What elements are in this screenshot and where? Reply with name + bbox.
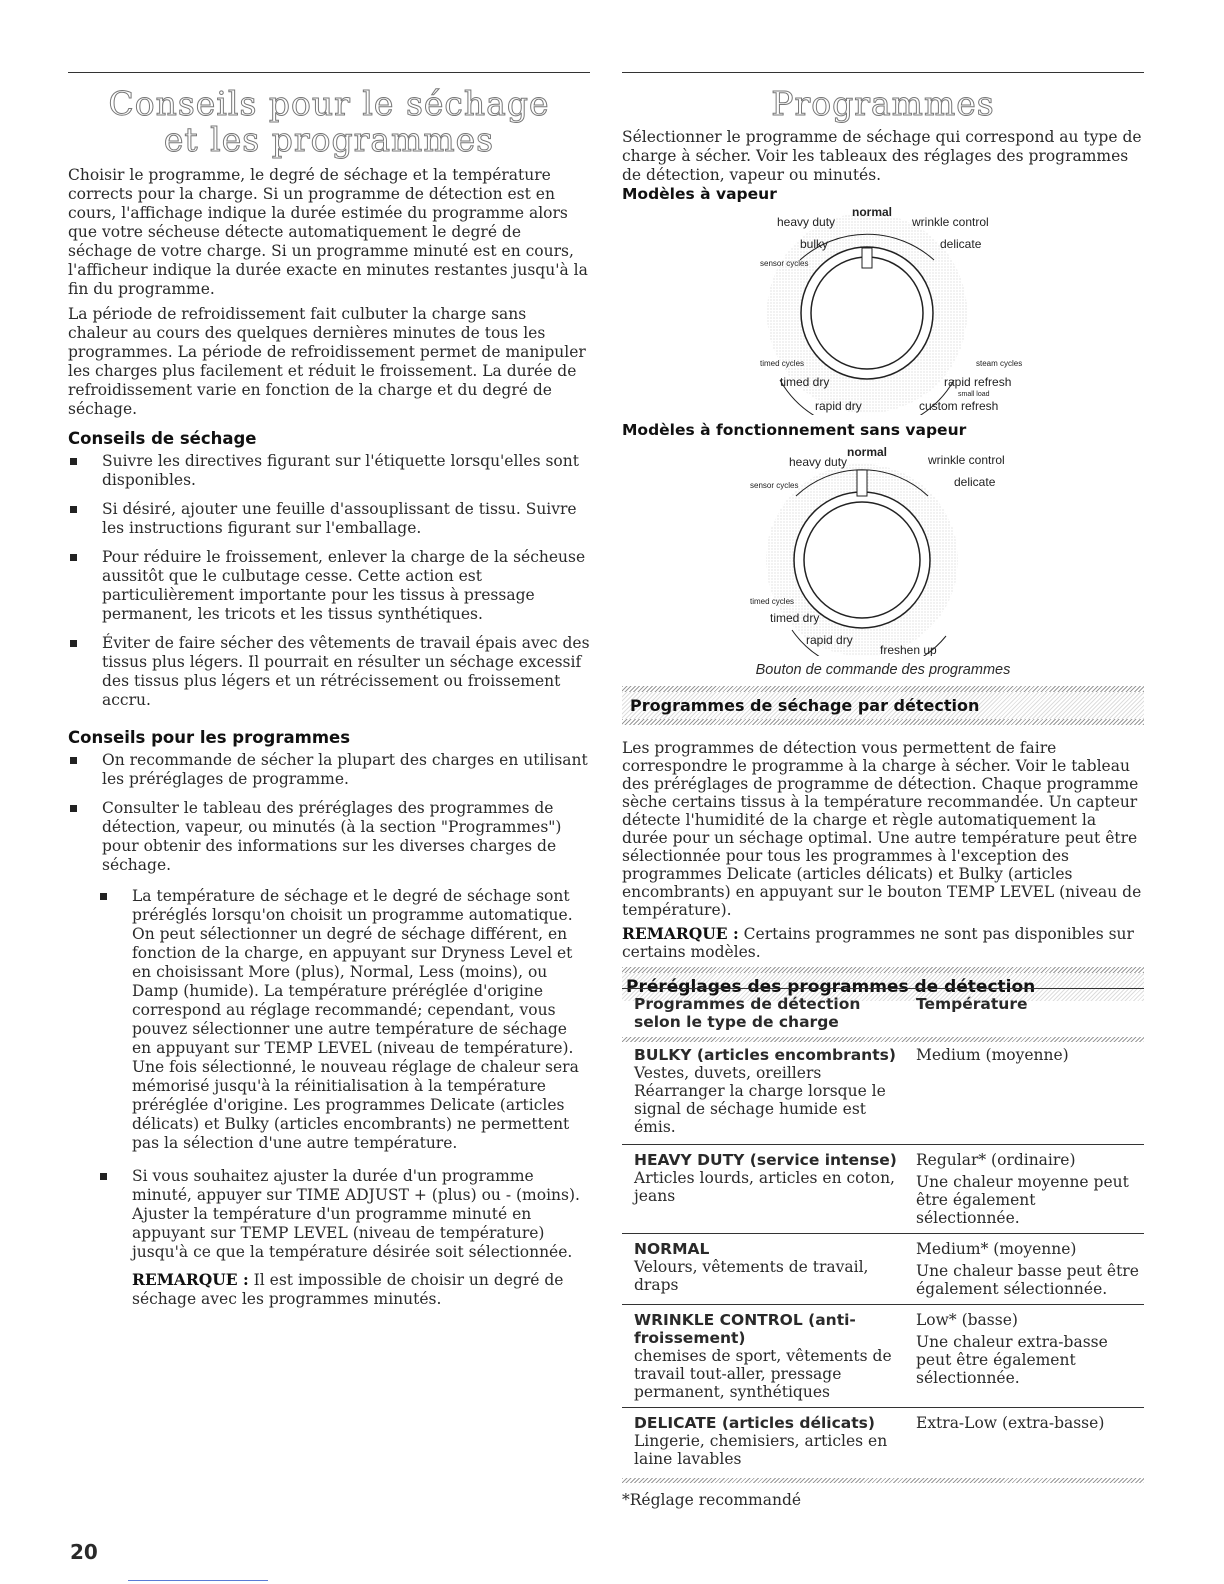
sensor-paragraph: Les programmes de détection vous permettent de faire correspondre le programme à la charge à sécher. Voir le tableau des préréglages de programme de détection. Chaque programme sèche certains tissus à la température recommandée. Un capteur détecte l'humidité de la charge et règle automatiquement la durée pour un séchage optimal. Une autre température peut être sélectionnée pour tous les programmes à l'exception des programmes Delicate (articles délicats) et Bulky (articles encombrants) en appuyant sur le bouton TEMP LEVEL (niveau de température). [622,739,1142,919]
dial-label-small-load: small load [958,391,990,398]
row-name: WRINKLE CONTROL (anti-froissement) [634,1311,856,1347]
page-number: 20 [70,1540,98,1564]
steam-models-heading: Modèles à vapeur [622,185,777,203]
sensor-heading: Programmes de séchage par détection [622,692,1144,719]
row-temp: Extra-Low (extra-basse) [916,1414,1105,1432]
note-label: REMARQUE : [622,924,739,943]
row-desc: Velours, vêtements de travail, draps [634,1258,869,1294]
list-item: Si vous souhaitez ajuster la durée d'un programme minuté, appuyer sur TIME ADJUST + (plus) ou - (moins). Ajuster la température d'un programme minuté en appuyant sur TEMP LEVEL (niveau de température) jusqu'à ce que la température désirée soit sélectionnée. [102,1167,590,1262]
dial-knob-center [804,502,920,618]
intro-paragraph-1: Choisir le programme, le degré de séchage et la température corrects pour la charge. Si un programme de détection est en cours, l'affichage indique la durée estimée du programme alors que votre sécheuse détecte automatiquement le degré de séchage de votre charge. Si un programme minuté est en cours, l'afficheur indique la durée exacte en minutes restantes jusqu'à la fin du programme. [68,166,588,298]
presets-table [622,988,1144,1510]
dial-label-delicate: delicate [940,237,982,251]
program-tips-list [68,751,590,875]
row-alt: Une chaleur extra-basse peut être également sélectionnée. [916,1333,1108,1387]
left-title: Conseils pour le séchage et les programmes [108,84,550,159]
dial-knob-center [811,257,923,369]
presets-rows [622,1042,1144,1474]
dial-label-timed-cycles: timed cycles [750,597,795,606]
dial-label-normal: normal [847,445,888,459]
dial-label-timed-dry: timed dry [780,375,830,389]
list-item: Si désiré, ajouter une feuille d'assouplissant de tissu. Suivre les instructions figurant sur l'emballage. [68,500,590,538]
dial-label-bulky: bulky [800,237,829,251]
dial-label-timed-cycles: timed cycles [760,359,805,368]
row-name: BULKY (articles encombrants) [634,1046,896,1064]
table-row [622,1234,1144,1305]
dial-label-normal: normal [852,205,893,219]
list-item: Pour réduire le froissement, enlever la charge de la sécheuse aussitôt que le culbutage cesse. Cette action est particulièrement importante pour les tissus à pressage permanent, les tricots et les tissus synthétiques. [68,548,590,624]
row-desc: Articles lourds, articles en coton, jeans [634,1169,895,1205]
intro-paragraph-2: La période de refroidissement fait culbuter la charge sans chaleur au cours des quelques dernières minutes de tous les programmes. La période de refroidissement permet de manipuler les charges plus facilement et réduit le froissement. La durée de refroidissement varie en fonction de la charge et du degré de séchage. [68,305,586,418]
note-label: REMARQUE : [132,1270,249,1289]
list-item: La température de séchage et le degré de séchage sont préréglés lorsqu'on choisit un programme automatique. On peut sélectionner un degré de séchage différent, en fonction de la charge, en appuyant sur Dryness Level et en choisissant More (plus), Normal, Less (moins), ou Damp (humide). La température préréglée d'origine correspond au réglage recommandé; cependant, vous pouvez sélectionner une autre température de séchage en appuyant sur TEMP LEVEL (niveau de température). Une fois sélectionné, le nouveau réglage de chaleur sera mémorisé jusqu'à la réinitialisation à la température préréglée d'origine. Les programmes Delicate (articles délicats) et Bulky (articles encombrants) ne permettent pas la sélection d'une autre température. [102,887,590,1153]
sensor-section [622,686,1144,1001]
dial-label-wrinkle-control: wrinkle control [928,453,1005,467]
table-row [622,1042,1144,1145]
table-row [622,1305,1144,1408]
programs-intro: Sélectionner le programme de séchage qui correspond au type de charge à sécher. Voir les tableaux des réglages des programmes de détection, vapeur ou minutés. [622,128,1142,184]
bottom-rule [128,1580,268,1581]
dial-label-rapid-refresh: rapid refresh [944,375,1012,389]
dial-label-freshen-up: freshen up [880,643,937,656]
column-header-temperature: Température [916,995,1028,1013]
drying-tips-list [68,452,590,710]
row-desc: Lingerie, chemisiers, articles en laine lavables [634,1432,888,1468]
dial-label-steam-cycles: steam cycles [976,359,1023,368]
row-name: NORMAL [634,1240,710,1258]
list-item: Éviter de faire sécher des vêtements de travail épais avec des tissus plus légers. Il pourrait en résulter un séchage excessif des tissus plus légers et un rétrécissement ou froissement accru. [68,634,590,710]
right-title: Programmes [771,84,995,123]
row-temp: Medium* (moyenne) [916,1240,1077,1258]
dial-pointer [857,470,867,496]
dial-label-sensor-cycles: sensor cycles [760,259,809,268]
hatch-divider [622,1478,1144,1483]
left-note [102,1270,590,1309]
sub-tips-list [68,887,590,1309]
nonsteam-dial [732,440,1042,656]
list-item: On recommande de sécher la plupart des charges en utilisant les préréglages de programme. [68,751,590,789]
row-alt: Une chaleur moyenne peut être également sélectionnée. [916,1173,1129,1227]
note-text: Il est impossible de choisir un degré de séchage avec les programmes minutés. [132,1271,564,1308]
note-text: Certains programmes ne sont pas disponibles sur certains modèles. [622,925,1134,961]
row-temp: Medium (moyenne) [916,1046,1069,1064]
drying-tips-heading: Conseils de séchage [68,429,257,448]
row-alt: Une chaleur basse peut être également sélectionnée. [916,1262,1139,1298]
footnote: *Réglage recommandé [622,1491,802,1509]
row-desc: Vestes, duvets, oreillers Réarranger la charge lorsque le signal de séchage humide est émis. [634,1064,886,1136]
list-item: Consulter le tableau des préréglages des programmes de détection, vapeur, ou minutés (à la section "Programmes") pour obtenir des informations sur les diverses charges de séchage. [68,799,590,875]
row-name: DELICATE (articles délicats) [634,1414,875,1432]
column-header-programs: Programmes de détection selon le type de charge [634,995,861,1031]
dial-label-delicate: delicate [954,475,996,489]
row-temp: Regular* (ordinaire) [916,1151,1076,1169]
row-desc: chemises de sport, vêtements de travail tout-aller, pressage permanent, synthétiques [634,1347,892,1401]
steam-dial [722,200,1052,415]
table-row [622,1408,1144,1475]
dial-label-sensor-cycles: sensor cycles [750,481,799,490]
presets-heading: Préréglages des programmes de détection [622,973,1144,1001]
dial-label-rapid-dry: rapid dry [806,633,853,647]
dial-label-timed-dry: timed dry [770,611,820,625]
row-name: HEAVY DUTY (service intense) [634,1151,897,1169]
list-item: Suivre les directives figurant sur l'étiquette lorsqu'elles sont disponibles. [68,452,590,490]
row-temp: Low* (basse) [916,1311,1018,1329]
dial-label-heavy-duty: heavy duty [777,215,836,229]
dial-label-heavy-duty: heavy duty [789,455,848,469]
hatch-divider [622,719,1144,725]
dial-pointer [862,248,872,268]
dial-caption: Bouton de commande des programmes [755,662,1011,678]
dial-label-custom-refresh: custom refresh [919,399,999,413]
right-column [622,0,1144,1509]
right-note [622,925,1144,961]
dial-label-rapid-dry: rapid dry [815,399,862,413]
dial-label-wrinkle-control: wrinkle control [912,215,989,229]
table-row [622,1145,1144,1234]
nonsteam-models-heading: Modèles à fonctionnement sans vapeur [622,421,967,439]
left-column [68,0,590,1309]
program-tips-heading: Conseils pour les programmes [68,728,351,747]
